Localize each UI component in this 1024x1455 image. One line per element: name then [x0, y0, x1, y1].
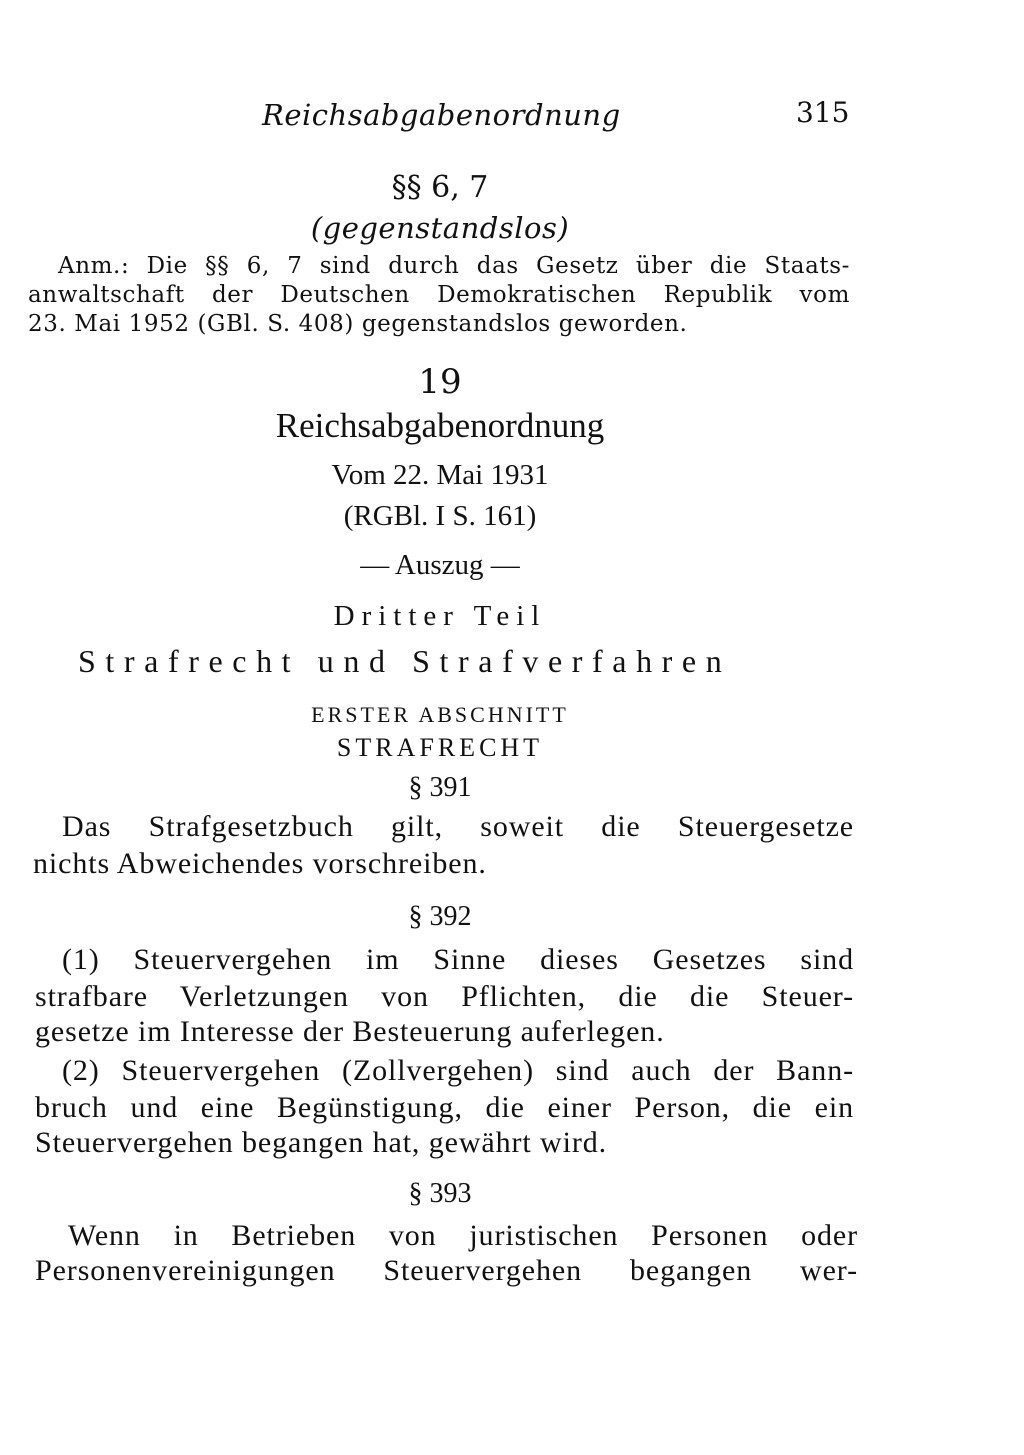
document-title: Reichsabgabenordnung [275, 406, 605, 445]
paragraph-line: gesetze im Interesse der Besteuerung auferlegen. [35, 1015, 665, 1048]
excerpt-label: — Auszug — [360, 549, 520, 581]
running-head: Reichsabgabenordnung [262, 98, 621, 132]
part-label: Dritter Teil [333, 600, 547, 632]
part-title: Strafrecht und Strafverfahren [78, 643, 732, 679]
paragraph-heading-392: § 392 [408, 901, 472, 932]
section-label: ERSTER ABSCHNITT [311, 702, 569, 727]
paragraph-line: (2) Steuervergehen (Zollvergehen) sind auch der Bann- [62, 1054, 854, 1087]
document-source: (RGBl. I S. 161) [343, 500, 537, 532]
document-number: 19 [418, 362, 462, 402]
paragraph-line: Das Strafgesetzbuch gilt, soweit die Steuergesetze [62, 810, 854, 843]
paragraph-line: Personenvereinigungen Steuervergehen begangen wer- [35, 1254, 858, 1287]
paragraph-line: strafbare Verletzungen von Pflichten, die die Steuer- [35, 980, 854, 1013]
document-date: Vom 22. Mai 1931 [331, 459, 549, 491]
section-heading-6-7: §§ 6, 7 [391, 170, 489, 205]
paragraph-line: Wenn in Betrieben von juristischen Personen oder [68, 1219, 858, 1252]
paragraph-line: bruch und eine Begünstigung, die einer Person, die ein [35, 1091, 854, 1124]
section-title: STRAFRECHT [336, 733, 544, 762]
annotation-line: anwaltschaft der Deutschen Demokratischen Republik vom [28, 282, 850, 308]
paragraph-line: Steuervergehen begangen hat, gewährt wird. [35, 1126, 608, 1159]
paragraph-line: nichts Abweichendes vorschreiben. [33, 847, 487, 880]
paragraph-heading-391: § 391 [408, 772, 472, 803]
paragraph-heading-393: § 393 [408, 1178, 472, 1209]
section-status: (gegenstandslos) [310, 211, 570, 245]
annotation-line: 23. Mai 1952 (GBl. S. 408) gegenstandslos geworden. [28, 311, 688, 337]
annotation-line: Anm.: Die §§ 6, 7 sind durch das Gesetz über die Staats- [58, 253, 850, 279]
page-number: 315 [796, 96, 850, 129]
paragraph-line: (1) Steuervergehen im Sinne dieses Gesetzes sind [62, 943, 854, 976]
